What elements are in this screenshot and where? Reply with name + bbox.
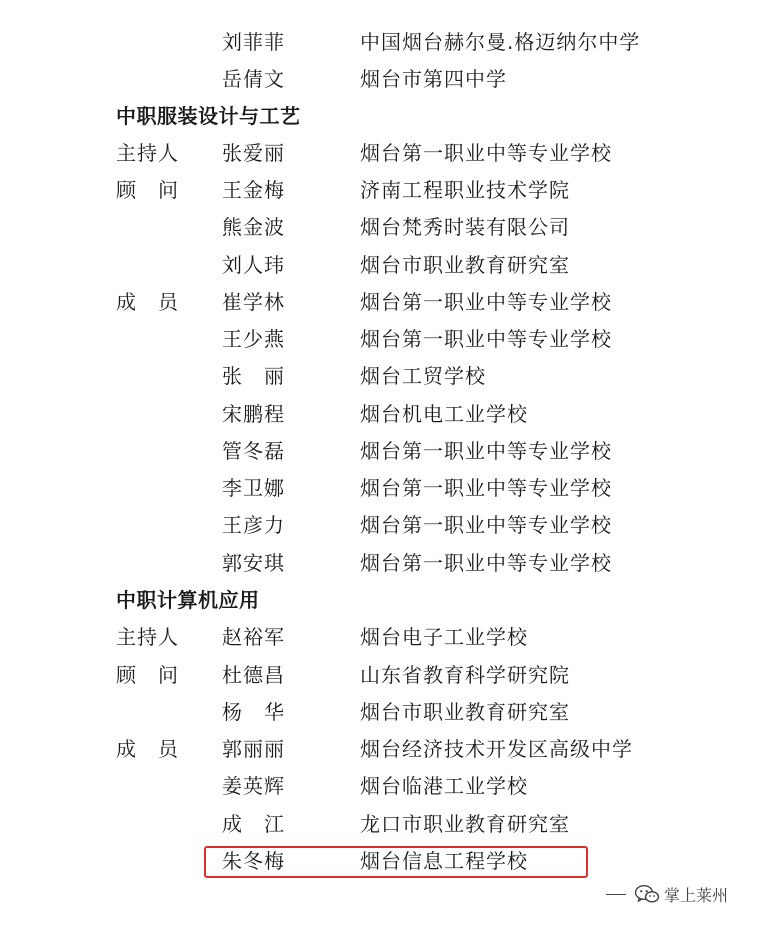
list-item (0, 806, 774, 843)
member-name: 王少燕 (222, 327, 285, 351)
list-item (0, 358, 774, 395)
member-name: 张 丽 (222, 364, 285, 388)
member-org: 烟台市第四中学 (360, 67, 507, 91)
member-name: 张爱丽 (222, 141, 285, 165)
member-org: 烟台机电工业学校 (360, 402, 528, 426)
member-org: 烟台第一职业中等专业学校 (360, 141, 612, 165)
section-title-fashion-design: 中职服装设计与工艺 (116, 104, 301, 128)
member-org: 山东省教育科学研究院 (360, 663, 570, 687)
member-name: 熊金波 (222, 215, 285, 239)
member-name: 李卫娜 (222, 476, 285, 500)
member-name: 刘人玮 (222, 253, 285, 277)
member-name: 姜英辉 (222, 774, 285, 798)
member-name: 杨 华 (222, 700, 285, 724)
watermark-text: 掌上莱州 (664, 885, 729, 905)
list-item (0, 172, 774, 209)
list-item (0, 507, 774, 544)
list-item (0, 61, 774, 98)
member-org: 烟台临港工业学校 (360, 774, 528, 798)
list-item (0, 694, 774, 731)
list-item (0, 433, 774, 470)
watermark (606, 880, 728, 908)
highlight-box (204, 846, 588, 878)
list-item (0, 247, 774, 284)
list-item (0, 396, 774, 433)
list-item (0, 135, 774, 172)
member-org: 济南工程职业技术学院 (360, 178, 570, 202)
member-org: 烟台第一职业中等专业学校 (360, 513, 612, 537)
member-name: 杜德昌 (222, 663, 285, 687)
list-item (0, 619, 774, 656)
member-org: 烟台第一职业中等专业学校 (360, 551, 612, 575)
member-name: 管冬磊 (222, 439, 285, 463)
list-item (0, 470, 774, 507)
member-role: 主持人 (116, 141, 179, 165)
member-name: 郭安琪 (222, 551, 285, 575)
member-name: 宋鹏程 (222, 402, 285, 426)
member-role: 成 员 (116, 737, 179, 761)
list-item (0, 209, 774, 246)
member-org: 烟台信息工程学校 (360, 849, 528, 873)
list-item (0, 731, 774, 768)
member-role: 顾 问 (116, 663, 179, 687)
member-org: 烟台梵秀时装有限公司 (360, 215, 570, 239)
list-item (0, 768, 774, 805)
member-name: 朱冬梅 (222, 849, 285, 873)
member-role: 主持人 (116, 625, 179, 649)
list-item (0, 24, 774, 61)
member-org: 烟台第一职业中等专业学校 (360, 439, 612, 463)
member-name: 刘菲菲 (222, 30, 285, 54)
watermark-dash (606, 894, 626, 895)
member-name: 崔学林 (222, 290, 285, 314)
member-org: 烟台第一职业中等专业学校 (360, 476, 612, 500)
member-org: 烟台第一职业中等专业学校 (360, 290, 612, 314)
list-item (0, 657, 774, 694)
section-title-computer-application: 中职计算机应用 (116, 588, 260, 612)
member-role: 顾 问 (116, 178, 179, 202)
member-name: 赵裕军 (222, 625, 285, 649)
member-org: 烟台市职业教育研究室 (360, 700, 570, 724)
member-org: 烟台电子工业学校 (360, 625, 528, 649)
member-name: 岳倩文 (222, 67, 285, 91)
member-name: 郭丽丽 (222, 737, 285, 761)
member-org: 烟台经济技术开发区高级中学 (360, 737, 633, 761)
list-item (0, 545, 774, 582)
list-item (0, 321, 774, 358)
member-org: 中国烟台赫尔曼.格迈纳尔中学 (360, 30, 641, 54)
member-org: 烟台工贸学校 (360, 364, 486, 388)
list-item (0, 284, 774, 321)
member-org: 龙口市职业教育研究室 (360, 812, 570, 836)
member-org: 烟台第一职业中等专业学校 (360, 327, 612, 351)
member-role: 成 员 (116, 290, 179, 314)
member-name: 王金梅 (222, 178, 285, 202)
wechat-icon (634, 884, 660, 904)
member-name: 成 江 (222, 812, 285, 836)
member-org: 烟台市职业教育研究室 (360, 253, 570, 277)
member-name: 王彦力 (222, 513, 285, 537)
